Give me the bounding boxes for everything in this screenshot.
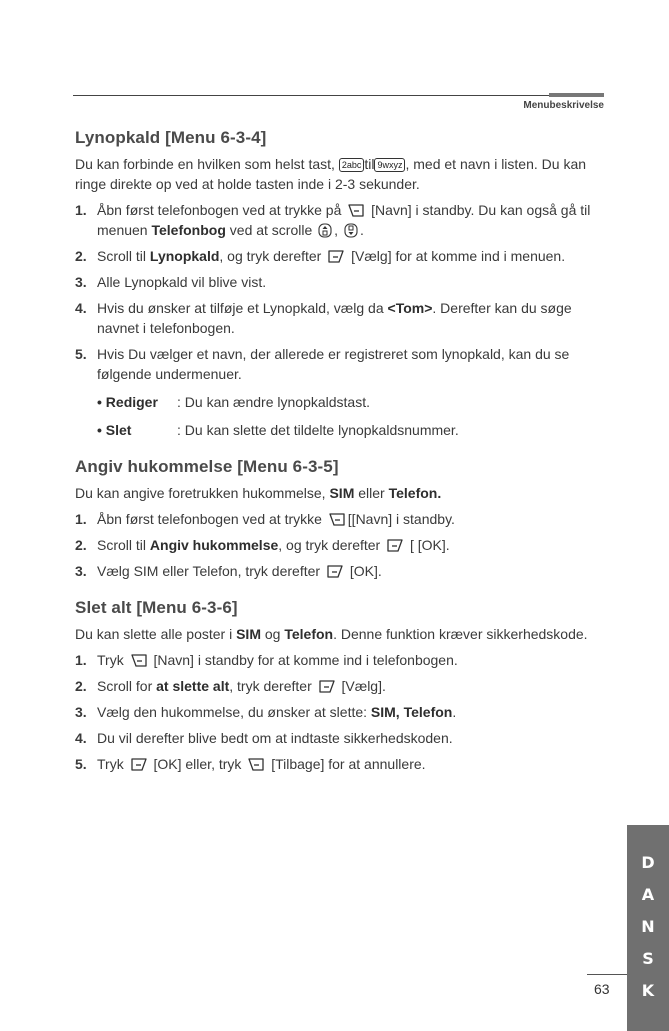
step-text: [OK] eller, tryk [153,756,242,772]
submenu-item [97,420,605,440]
step-text: . Derefter kan du søge navnet i telefonbogen. [97,300,572,336]
right-softkey-icon [130,653,148,668]
section-intro [75,624,605,644]
step-text: . [452,704,457,720]
section-intro [75,483,605,503]
list-item [75,246,605,266]
language-tab [627,825,669,1031]
section-title: Lynopkald [Menu 6-3-4] [75,128,267,147]
step-number: 3. [75,563,87,579]
step-text: Hvis Du vælger et navn, der allerede er registreret som lynopkald, kan du se følgende undermenuer. [97,346,570,382]
step-text: Scroll for [97,678,153,694]
menu-name: Angiv hukommelse [149,537,279,553]
page-number-rule [587,974,627,975]
option-name: SIM, Telefon [370,704,453,720]
list-item [75,702,605,722]
step-number: 2. [75,678,87,694]
submenu-item [97,392,605,412]
page-content [75,128,605,774]
step-text: [[Navn] i standby. [347,511,455,527]
submenu-desc: : Du kan ændre lynopkaldstast. [177,394,370,410]
nav-up-icon [318,223,332,238]
step-text: Åbn først telefonbogen ved at trykke [97,511,322,527]
step-number: 1. [75,202,87,218]
menu-name: at slette alt [156,678,230,694]
step-text: Åbn først telefonbogen ved at trykke på [97,202,342,218]
intro-text: Du kan angive foretrukken hukommelse, [75,485,326,501]
step-number: 5. [75,346,87,362]
step-text: Alle Lynopkald vil blive vist. [97,274,267,290]
step-number: 3. [75,704,87,720]
list-item [75,509,605,529]
step-text: , og tryk derefter [278,537,381,553]
step-text: Hvis du ønsker at tilføje et Lynopkald, vælg da [97,300,384,316]
section-title: Angiv hukommelse [Menu 6-3-5] [75,457,339,476]
step-text: Scroll til [97,537,147,553]
tab-letter: D [641,853,655,872]
list-item [75,200,605,240]
list-item [75,728,605,748]
left-softkey-icon [318,679,336,694]
tab-letter: S [642,949,654,968]
key-9-icon: 9wxyz [374,158,405,172]
submenu-list [97,392,605,440]
step-text: [ [OK]. [410,537,450,553]
running-header: Menubeskrivelse [523,100,604,111]
option-name: SIM [236,626,261,642]
step-text: [Vælg] for at komme ind i menuen. [351,248,566,264]
list-item [75,272,605,292]
submenu-key: • Rediger [97,394,158,410]
step-text: [OK]. [349,563,382,579]
option-name: Telefon. [388,485,442,501]
section-slet-alt [75,598,605,774]
submenu-key: • Slet [97,422,132,438]
list-item [75,561,605,581]
tab-letter: K [641,981,655,1000]
step-text: Tryk [97,652,124,668]
step-number: 4. [75,300,87,316]
right-softkey-icon [247,757,265,772]
list-item [75,650,605,670]
intro-text: Du kan slette alle poster i [75,626,233,642]
step-text: , tryk derefter [229,678,312,694]
step-number: 5. [75,756,87,772]
step-text: Scroll til [97,248,147,264]
section-title: Slet alt [Menu 6-3-6] [75,598,238,617]
intro-text: , med et navn i listen. Du kan ringe direkte op ved at holde tasten inde i 2-3 sekunder. [75,156,587,192]
intro-text: til [364,156,375,172]
tab-letter: N [641,917,655,936]
list-item [75,535,605,555]
step-number: 4. [75,730,87,746]
step-text: Vælg SIM eller Telefon, tryk derefter [97,563,321,579]
step-text: , og tryk derefter [219,248,322,264]
step-text: , [334,222,339,238]
left-softkey-icon [130,757,148,772]
section-intro [75,154,605,194]
key-2-icon: 2abc [339,158,365,172]
menu-name: <Tom> [387,300,433,316]
step-text: ved at scrolle [229,222,313,238]
nav-down-icon [344,223,358,238]
option-name: Telefon [284,626,334,642]
step-number: 1. [75,652,87,668]
list-item [75,676,605,696]
step-list [75,509,605,581]
list-item [75,754,605,774]
step-text: Tryk [97,756,124,772]
step-number: 1. [75,511,87,527]
step-text: [Vælg]. [341,678,386,694]
step-number: 2. [75,248,87,264]
intro-text: . Denne funktion kræver sikkerhedskode. [333,626,588,642]
intro-text: eller [358,485,385,501]
header-accent-bar [549,93,604,97]
section-lynopkald [75,128,605,440]
right-softkey-icon [328,512,346,527]
header-rule [73,95,604,96]
step-text: [Tilbage] for at annullere. [271,756,426,772]
tab-letter: A [641,885,655,904]
step-text: Du vil derefter blive bedt om at indtaste sikkerhedskoden. [97,730,453,746]
right-softkey-icon [347,203,365,218]
intro-text: og [264,626,281,642]
list-item [75,298,605,338]
left-softkey-icon [326,564,344,579]
step-list [75,200,605,440]
intro-text: Du kan forbinde en hvilken som helst tast, [75,156,335,172]
section-angiv-hukommelse [75,457,605,581]
submenu-desc: : Du kan slette det tildelte lynopkaldsnummer. [177,422,459,438]
step-text: Vælg den hukommelse, du ønsker at slette: [97,704,368,720]
option-name: SIM [329,485,355,501]
menu-name: Telefonbog [151,222,226,238]
step-number: 2. [75,537,87,553]
page-number: 63 [594,981,610,997]
menu-name: Lynopkald [149,248,220,264]
left-softkey-icon [327,249,345,264]
step-text: [Navn] i standby for at komme ind i telefonbogen. [153,652,458,668]
step-text: . [359,222,364,238]
list-item [75,344,605,440]
step-text: [Navn] i standby. Du kan også gå til menuen [97,202,591,238]
step-list [75,650,605,774]
left-softkey-icon [386,538,404,553]
step-number: 3. [75,274,87,290]
